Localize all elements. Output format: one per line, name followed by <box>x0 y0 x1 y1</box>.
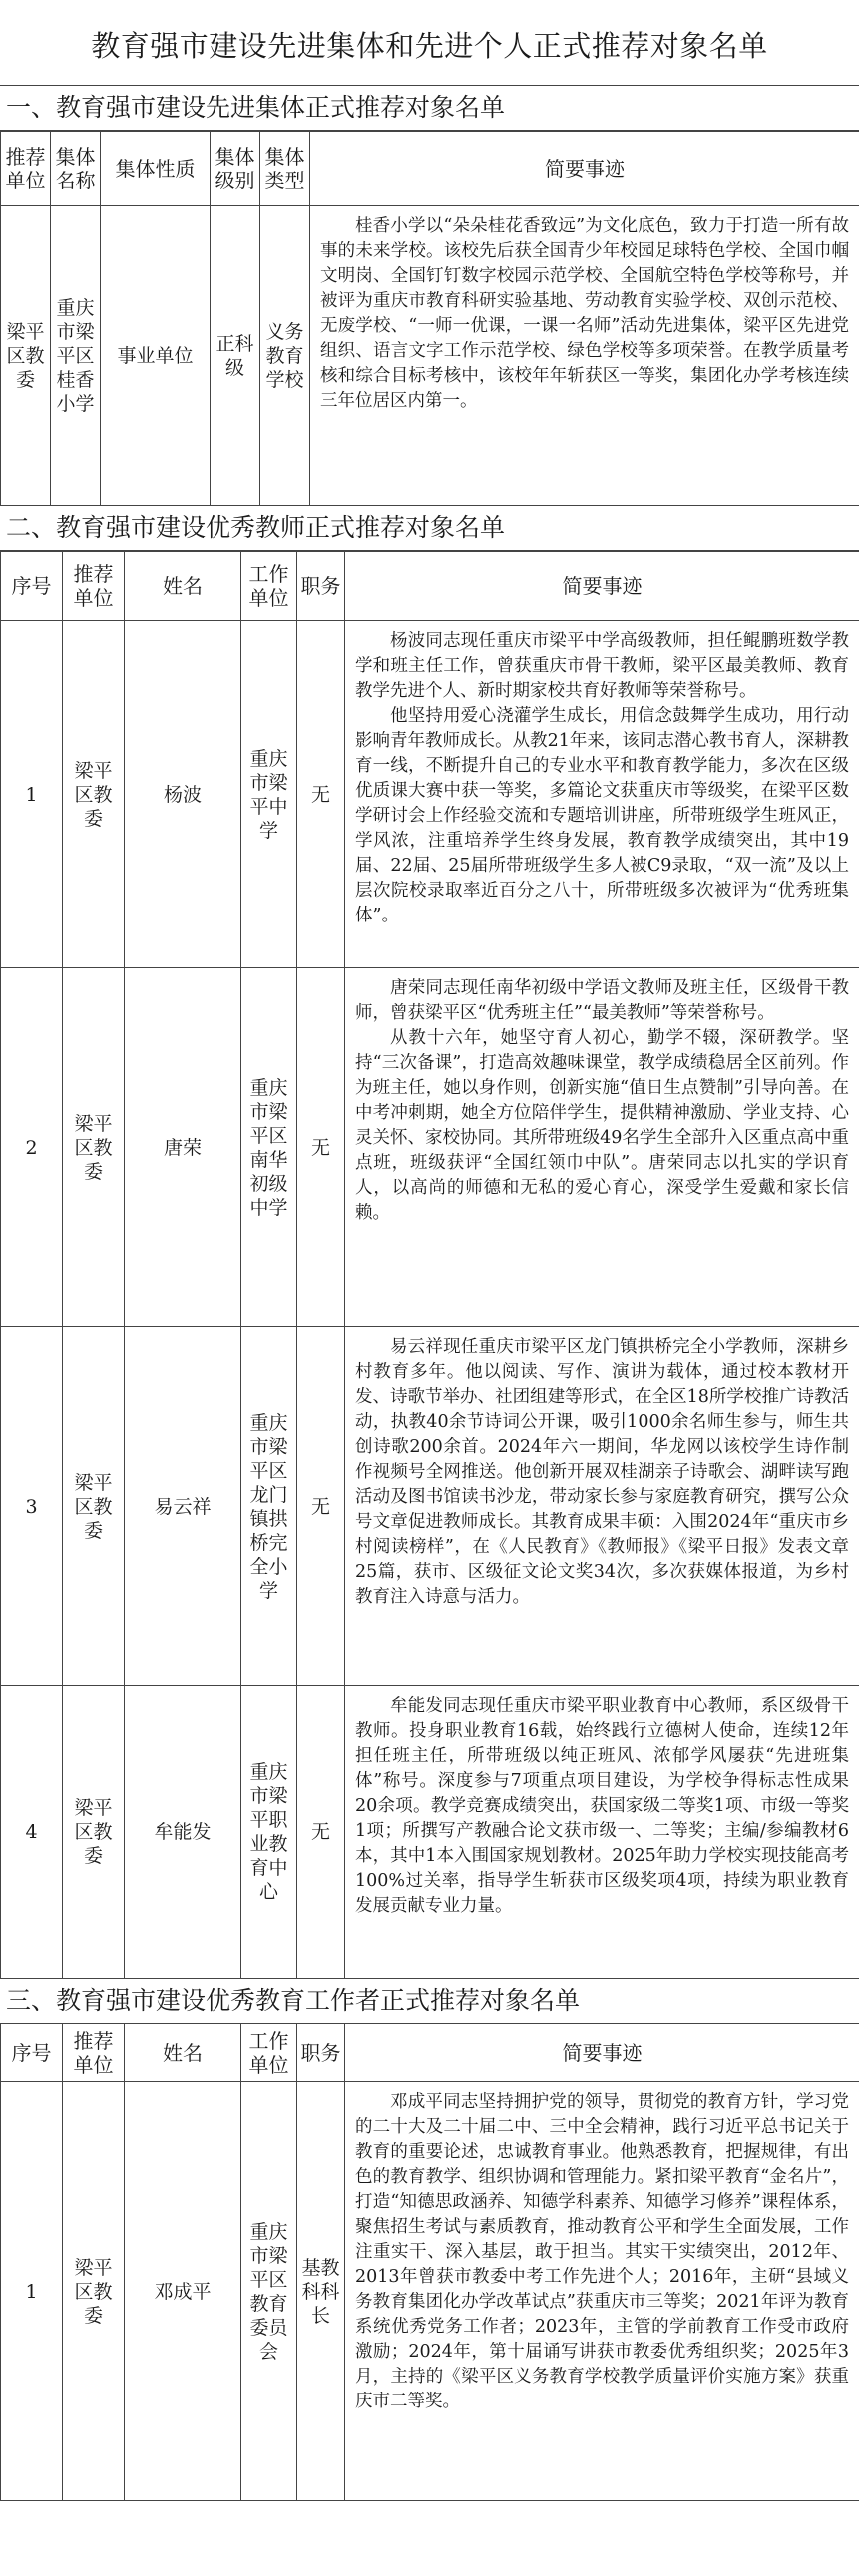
cell-deeds <box>310 206 859 506</box>
cell-unit: 梁平 区教 委 <box>63 621 125 968</box>
cell-unit: 梁平 区教 委 <box>63 968 125 1327</box>
deeds-paragraph: 牟能发同志现任重庆市梁平职业教育中心教师，系区级骨干教师。投身职业教育16载，始终践行立德树人使命，连续12年担任班主任，所带班级以纯正班风、浓郁学风屡获“先进班集体”称号。深度参与7项重点项目建设，为学校争得标志性成果20余项。教学竞赛成绩突出，获国家级二等奖1项、市级一等奖1项；所撰写产教融合论文获市级一、二等奖；主编/参编教材6本，其中1本入围国家规划教材。2025年助力学校实现技能高考100%过关率，指导学生斩获市区级奖项4项，持续为职业教育发展贡献专业力量。 <box>355 1696 849 1916</box>
header-name: 姓名 <box>125 552 241 621</box>
table-row <box>1 206 859 506</box>
cell-unit: 梁平 区教 委 <box>63 1686 125 1979</box>
table-header-row <box>1 552 859 621</box>
cell-duty: 无 <box>297 968 345 1327</box>
cell-type: 义务 教育 学校 <box>260 206 310 506</box>
header-duty: 职务 <box>297 552 345 621</box>
header-unit: 推荐 单位 <box>1 132 51 206</box>
table-row <box>1 621 859 968</box>
header-work-unit: 工作 单位 <box>241 552 297 621</box>
table-header-row <box>1 132 859 206</box>
cell-name: 牟能发 <box>125 1686 241 1979</box>
header-name: 姓名 <box>125 2024 241 2082</box>
cell-no: 1 <box>1 621 63 968</box>
cell-no: 2 <box>1 968 63 1327</box>
cell-work-unit: 重庆 市梁 平区 龙门 镇拱 桥完 全小 学 <box>241 1327 297 1686</box>
deeds-paragraph: 他坚持用爱心浇灌学生成长，用信念鼓舞学生成功，用行动影响青年教师成长。从教21年来，该同志潜心教书育人，深耕教育一线，不断提升自己的专业水平和教育教学能力，多次在区级优质课大赛中获一等奖，多篇论文获重庆市等级奖，在梁平区数学研讨会上作经验交流和专题培训讲座，所带班级学生班风正，学风浓，注重培养学生终身发展，教育教学成绩突出，其中19届、22届、25届所带班级学生多人被C9录取，“双一流”及以上层次院校录取率近百分之八十，所带班级多次被评为“优秀班集体”。 <box>355 706 849 925</box>
header-no: 序号 <box>1 2024 63 2082</box>
header-unit: 推荐 单位 <box>63 552 125 621</box>
cell-name: 杨波 <box>125 621 241 968</box>
cell-work-unit: 重庆 市梁 平职 业教 育中 心 <box>241 1686 297 1979</box>
header-deeds: 简要事迹 <box>345 552 859 621</box>
cell-deeds <box>345 1327 859 1686</box>
table-row <box>1 1686 859 1979</box>
cell-work-unit: 重庆 市梁 平区 教育 委员 会 <box>241 2082 297 2501</box>
cell-nature: 事业单位 <box>101 206 211 506</box>
header-no: 序号 <box>1 552 63 621</box>
header-unit: 推荐 单位 <box>63 2024 125 2082</box>
cell-duty: 基教 科科 长 <box>297 2082 345 2501</box>
cell-no: 3 <box>1 1327 63 1686</box>
cell-collective-name: 重庆 市梁 平区 桂香 小学 <box>51 206 101 506</box>
table-row <box>1 1327 859 1686</box>
deeds-paragraph: 邓成平同志坚持拥护党的领导，贯彻党的教育方针，学习党的二十大及二十届二中、三中全会精神，践行习近平总书记关于教育的重要论述，忠诚教育事业。他熟悉教育，把握规律，有出色的教育教学、组织协调和管理能力。紧扣梁平教育“金名片”，打造“知德思政涵养、知德学科素养、知德学习修养”课程体系，聚焦招生考试与素质教育，推动教育公平和学生全面发展，工作注重实干、深入基层，敢于担当。其实干实绩突出，2012年、2013年曾获市教委中考工作先进个人；2016年，主研“县域义务教育集团化办学改革试点”获重庆市三等奖；2021年评为教育系统优秀党务工作者；2023年，主管的学前教育工作受市政府激励；2024年，第十届诵写讲获市教委优秀组织奖；2025年3月，主持的《梁平区义务教育学校教学质量评价实施方案》获重庆市二等奖。 <box>355 2092 849 2411</box>
header-nature: 集体性质 <box>101 132 211 206</box>
cell-deeds <box>345 621 859 968</box>
cell-duty: 无 <box>297 1327 345 1686</box>
cell-deeds <box>345 1686 859 1979</box>
section1-heading: 一、教育强市建设先进集体正式推荐对象名单 <box>0 86 859 131</box>
header-level: 集体 级别 <box>211 132 260 206</box>
section3-heading: 三、教育强市建设优秀教育工作者正式推荐对象名单 <box>0 1979 859 2024</box>
teacher-table <box>0 551 859 1979</box>
cell-unit: 梁平 区教 委 <box>63 2082 125 2501</box>
header-deeds: 简要事迹 <box>345 2024 859 2082</box>
header-duty: 职务 <box>297 2024 345 2082</box>
deeds-paragraph: 从教十六年，她坚守育人初心，勤学不辍，深研教学。坚持“三次备课”，打造高效趣味课堂，教学成绩稳居全区前列。作为班主任，她以身作则，创新实施“值日生点赞制”引导向善。在中考冲刺期，她全方位陪伴学生，提供精神激励、学业支持、心灵关怀、家校协同。其所带班级49名学生全部升入区重点高中重点班，班级获评“全国红领巾中队”。唐荣同志以扎实的学识育人，以高尚的师德和无私的爱心育心，深受学生爱戴和家长信赖。 <box>355 1028 849 1223</box>
cell-work-unit: 重庆 市梁 平中 学 <box>241 621 297 968</box>
table-header-row <box>1 2024 859 2082</box>
deeds-paragraph: 杨波同志现任重庆市梁平中学高级教师，担任鲲鹏班数学教学和班主任工作，曾获重庆市骨干教师，梁平区最美教师、教育教学先进个人、新时期家校共育好教师等荣誉称号。 <box>355 631 849 701</box>
cell-name: 邓成平 <box>125 2082 241 2501</box>
cell-work-unit: 重庆 市梁 平区 南华 初级 中学 <box>241 968 297 1327</box>
table-row <box>1 2082 859 2501</box>
deeds-paragraph: 易云祥现任重庆市梁平区龙门镇拱桥完全小学教师，深耕乡村教育多年。他以阅读、写作、演讲为载体，通过校本教材开发、诗歌节举办、社团组建等形式，在全区18所学校推广诗教活动，执教40余节诗词公开课，吸引1000余名师生参与，师生共创诗歌200余首。2024年六一期间，华龙网以该校学生诗作制作视频号全网推送。他创新开展双桂湖亲子诗歌会、湖畔读写跑活动及图书馆读书沙龙，带动家长参与家庭教育研究，撰写公众号文章促进教师成长。其教育成果丰硕：入围2024年“重庆市乡村阅读榜样”，在《人民教育》《教师报》《梁平日报》发表文章25篇，获市、区级征文论文奖34次，多次获媒体报道，为乡村教育注入诗意与活力。 <box>355 1337 849 1607</box>
section2-heading: 二、教育强市建设优秀教师正式推荐对象名单 <box>0 506 859 551</box>
header-type: 集体 类型 <box>260 132 310 206</box>
document-title: 教育强市建设先进集体和先进个人正式推荐对象名单 <box>0 0 859 86</box>
cell-unit: 梁平 区教 委 <box>1 206 51 506</box>
cell-duty: 无 <box>297 1686 345 1979</box>
header-collective-name: 集体 名称 <box>51 132 101 206</box>
cell-level: 正科 级 <box>211 206 260 506</box>
cell-deeds <box>345 2082 859 2501</box>
deeds-paragraph: 唐荣同志现任南华初级中学语文教师及班主任，区级骨干教师，曾获梁平区“优秀班主任”“最美教师”等荣誉称号。 <box>355 978 849 1023</box>
educator-table <box>0 2024 859 2501</box>
cell-no: 1 <box>1 2082 63 2501</box>
cell-duty: 无 <box>297 621 345 968</box>
table-row <box>1 968 859 1327</box>
collective-table <box>0 131 859 506</box>
header-work-unit: 工作 单位 <box>241 2024 297 2082</box>
deeds-paragraph: 桂香小学以“朵朵桂花香致远”为文化底色，致力于打造一所有故事的未来学校。该校先后获全国青少年校园足球特色学校、全国巾帼文明岗、全国钉钉数字校园示范学校、全国航空特色学校等称号，并被评为重庆市教育科研实验基地、劳动教育实验学校、双创示范校、无废学校、“一师一优课，一课一名师”活动先进集体，梁平区先进党组织、语言文字工作示范学校、绿色学校等多项荣誉。在教学质量考核和综合目标考核中，该校年年斩获区一等奖，集团化办学考核连续三年位居区内第一。 <box>320 216 849 411</box>
header-deeds: 简要事迹 <box>310 132 859 206</box>
cell-deeds <box>345 968 859 1327</box>
cell-name: 唐荣 <box>125 968 241 1327</box>
cell-name: 易云祥 <box>125 1327 241 1686</box>
cell-unit: 梁平 区教 委 <box>63 1327 125 1686</box>
cell-no: 4 <box>1 1686 63 1979</box>
